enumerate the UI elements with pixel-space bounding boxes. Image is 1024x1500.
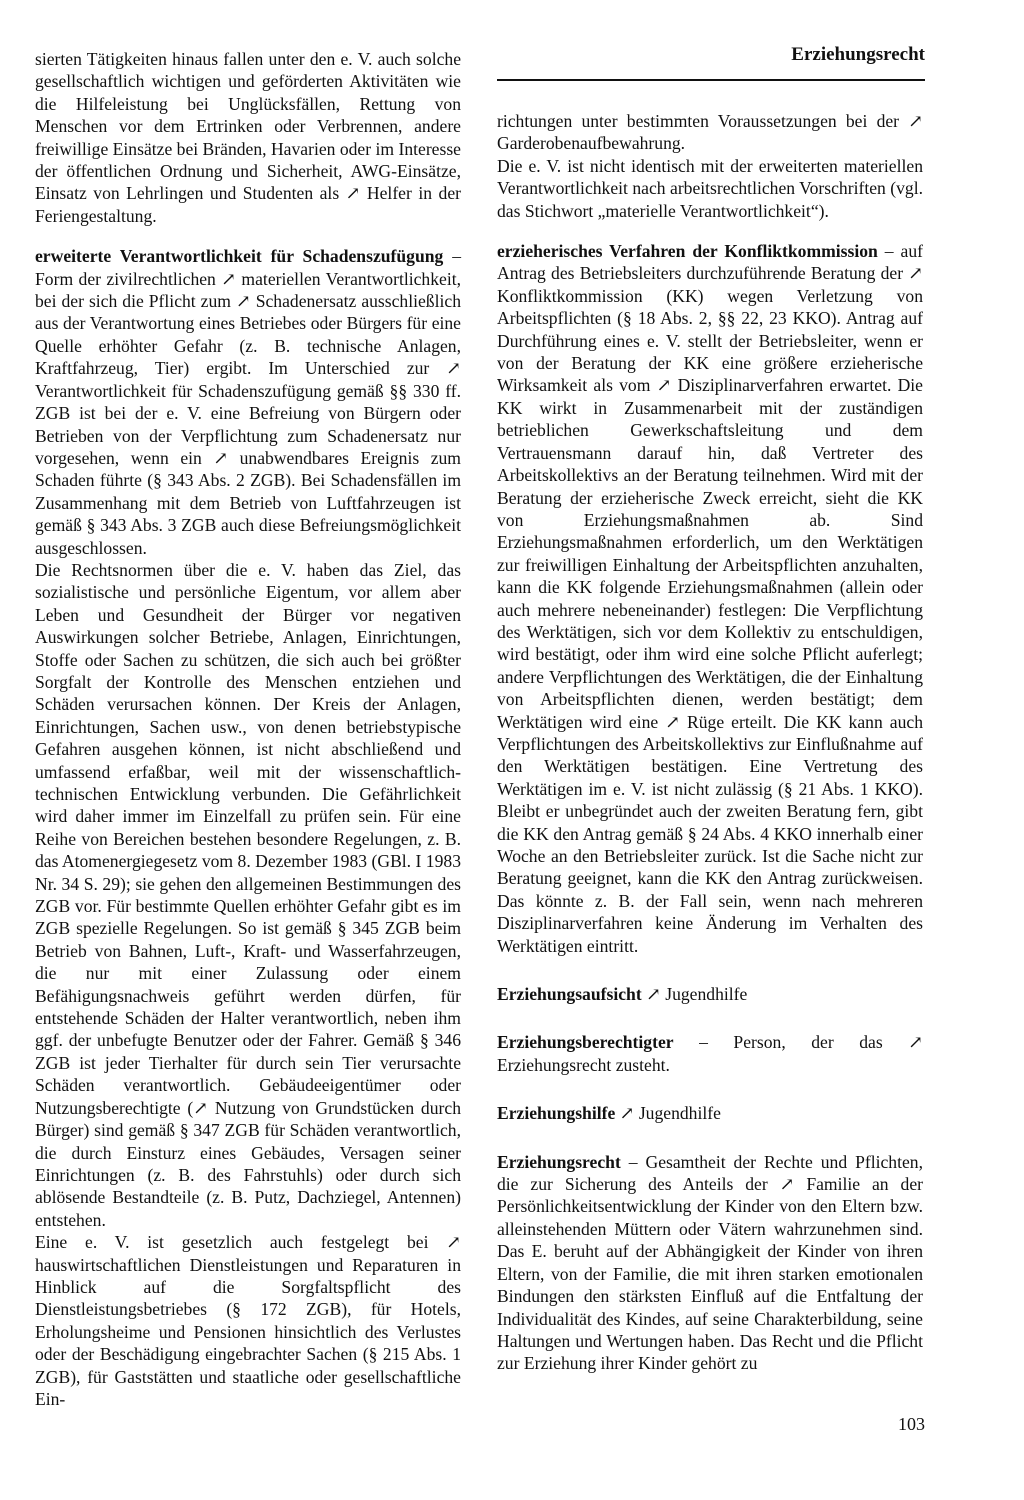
entry-text: – Form der zivilrechtlichen ↗ materiellen Verantwortlichkeit, bei der sich die Pflicht zum ↗ Schadenersatz ausschließlich aus der Verantwortung eines Betriebes oder Bürgers für eine Quelle erhöhter Gefahr (z. B. technische Anlagen, Kraftfahrzeug, Tier) ergibt. Im Unterschied zur ↗ Verantwortlichkeit für Schadenszufügung gemäß §§ 330 ff. ZGB ist bei der e. V. eine Befreiung von Bürgern oder Betrieben von der Verpflichtung zum Schadenersatz nur vorgesehen, wenn ein ↗ unabwendbares Ereignis zum Schaden führte (§ 343 Abs. 2 ZGB). Bei Schadensfällen im Zusammenhang mit dem Betrieb von Luftfahrzeugen ist gemäß § 343 Abs. 3 ZGB auch diese Befreiungsmöglichkeit ausgeschlossen. [35,246,461,558]
entry-text: ↗ Jugendhilfe [641,984,748,1005]
entry-erziehungsrecht [497,1151,923,1375]
page-number: 103 [898,1414,925,1434]
entry-text: – Person, der das ↗ Erziehungsrecht zusteht. [497,1032,923,1075]
entry-text: ↗ Jugendhilfe [615,1103,721,1124]
paragraph: Die e. V. ist nicht identisch mit der erweiterten materiellen Verantwortlichkeit nach arbeitsrechtlichen Vorschriften (vgl. das Stichwort „materielle Verantwortlichkeit“). [497,155,923,221]
right-column [497,110,923,1375]
header-rule [497,79,925,81]
entry-erziehungshilfe [497,1102,923,1124]
running-head: Erziehungsrecht [791,44,925,65]
paragraph-continuation: richtungen unter bestimmten Voraussetzungen bei der ↗ Garderobenaufbewahrung. [497,111,923,154]
entry-text: – Gesamtheit der Rechte und Pflichten, die zur Sicherung des Anteils der ↗ Familie an der Persönlichkeitsentwicklung der Kinder von den Eltern bzw. alleinstehenden Müttern oder Vätern wahrzunehmen sind. Das E. beruht auf der Abhängigkeit der Kinder von ihren Eltern, von der Familie, die mit ihren starken emotionalen Bindungen den stärksten Einfluß auf die Entfaltung der Individualität des Kindes, auf seine Charakterbildung, seine Haltungen und Wertungen haben. Das Recht und die Pflicht zur Erziehung ihrer Kinder gehört zu [497,1151,923,1374]
headword: Erziehungsrecht [497,1151,621,1172]
headword: Erziehungshilfe [497,1103,616,1124]
paragraph: Die Rechtsnormen über die e. V. haben das Ziel, das sozialistische und persönliche Eigentum, vor allem aber Leben und Gesundheit der Bürger vor negativen Auswirkungen solcher Betriebe, Anlagen, Einrichtungen, Stoffe oder Sachen zu schützen, die sich auch bei größter Sorgfalt der Kontrolle des Menschen entziehen und Schäden verursachen können. Der Kreis der Anlagen, Einrichtungen, Sachen usw., von denen betriebstypische Gefahren ausgehen können, ist nicht abschließend und umfassend erfaßbar, weil mit der wissenschaftlich-technischen Entwicklung verbunden. Die Gefährlichkeit wird daher immer im Einzelfall zu prüfen sein. Für eine Reihe von Bereichen bestehen besondere Regelungen, z. B. das Atomenergiegesetz vom 8. Dezember 1983 (GBl. I 1983 Nr. 34 S. 29); sie gehen den allgemeinen Bestimmungen des ZGB vor. Für bestimmte Quellen erhöhter Gefahr gibt es im ZGB spezielle Regelungen. So ist gemäß § 345 ZGB beim Betrieb von Bahnen, Luft-, Kraft- und Wasserfahrzeugen, die nur mit einer Zulassung oder einem Befähigungsnachweis geführt werden dürfen, für entstehende Schäden der Halter verantwortlich, neben ihm ggf. der unbefugte Benutzer oder der Fahrer. Gemäß § 346 ZGB ist jeder Tierhalter für durch sein Tier verursachte Schäden verantwortlich. Gebäudeeigentümer oder Nutzungsberechtigte (↗ Nutzung von Grundstücken durch Bürger) sind gemäß § 347 ZGB für Schäden verantwortlich, die durch Einsturz eines Gebäudes, Versagen seiner Einrichtungen (z. B. des Fahrstuhls) oder durch sich ablösende Bestandteile (z. B. Putz, Dachziegel, Antennen) entstehen. [35,559,461,1230]
headword: erweiterte Verantwortlichkeit für Schadenszufügung [35,246,444,267]
entry-erweiterte-verantwortlichkeit [35,245,461,559]
headword: Erziehungsaufsicht [497,984,642,1005]
paragraph-continuation: sierten Tätigkeiten hinaus fallen unter den e. V. auch solche gesellschaftlich wichtigen und geförderten Aktivitäten wie die Hilfeleistung bei Unglücksfällen, Rettung von Menschen vor dem Ertrinken oder Verbrennen, andere freiwillige Einsätze bei Bränden, Havarien oder im Interesse der öffentlichen Ordnung und Sicherheit, AWG-Einsätze, Einsatz von Lehrlingen und Studenten als ↗ Helfer in der Feriengestaltung. [35,49,461,226]
headword: Erziehungsberechtigter [497,1032,674,1053]
entry-erziehungsberechtigter [497,1031,923,1076]
entry-text: – auf Antrag des Betriebsleiters durchzuführende Beratung der ↗ Konfliktkommission (KK) wegen Verletzung von Arbeitspflichten (§ 18 Abs. 2, §§ 22, 23 KKO). Antrag auf Durchführung eines e. V. stellt der Betriebsleiter, wenn er von der Beratung der KK eine größere erzieherische Wirksamkeit als vom ↗ Disziplinarverfahren erwartet. Die KK wirkt in Zusammenarbeit mit der zuständigen betrieblichen Gewerkschaftsleitung und dem Vertrauensmann darauf hin, daß Vertreter des Arbeitskollektivs an der Beratung teilnehmen. Wird mit der Beratung der erzieherische Zweck erreicht, sieht die KK von Erziehungsmaßnahmen ab. Sind Erziehungsmaßnahmen erforderlich, um den Werktätigen zur freiwilligen Einhaltung der Arbeitspflichten anzuhalten, kann die KK folgende Erziehungsmaßnahmen (allein oder auch mehrere nebeneinander) festlegen: Die Verpflichtung des Werktätigen, sich vor dem Kollektiv zu entschuldigen, wird bestätigt, oder ihm wird eine solche Pflicht auferlegt; andere Verpflichtungen des Werktätigen, die der Einhaltung von Arbeitspflichten dienen, werden bestätigt; dem Werktätigen wird eine ↗ Rüge erteilt. Die KK kann auch Verpflichtungen des Arbeitskollektivs zur Einflußnahme auf den Werktätigen bestätigen. Eine Vertretung des Werktätigen im e. V. ist nicht zulässig (§ 21 Abs. 1 KKO). Bleibt er unbegründet auch der zweiten Beratung fern, gibt die KK den Antrag gemäß § 24 Abs. 4 KKO innerhalb einer Woche an den Betriebsleiter zurück. Ist die Sache nicht zur Beratung geeignet, kann die KK den Antrag zurückweisen. Das könnte z. B. der Fall sein, wenn nach mehreren Disziplinarverfahren keine Änderung im Verhalten des Werktätigen eintritt. [497,241,923,956]
entry-erziehungsaufsicht [497,983,923,1005]
entry-erzieherisches-verfahren [497,240,923,957]
paragraph: Eine e. V. ist gesetzlich auch festgelegt bei ↗ hauswirtschaftlichen Dienstleistungen und Reparaturen in Hinblick auf die Sorgfaltspflicht des Dienstleistungsbetriebes (§ 172 ZGB), für Hotels, Erholungsheime und Pensionen hinsichtlich des Verlustes oder der Beschädigung eingebrachter Sachen (§ 215 Abs. 1 ZGB), für Gaststätten und staatliche oder gesellschaftliche Ein- [35,1232,461,1409]
headword: erzieherisches Verfahren der Konfliktkommission [497,241,878,262]
left-column [35,48,461,1410]
